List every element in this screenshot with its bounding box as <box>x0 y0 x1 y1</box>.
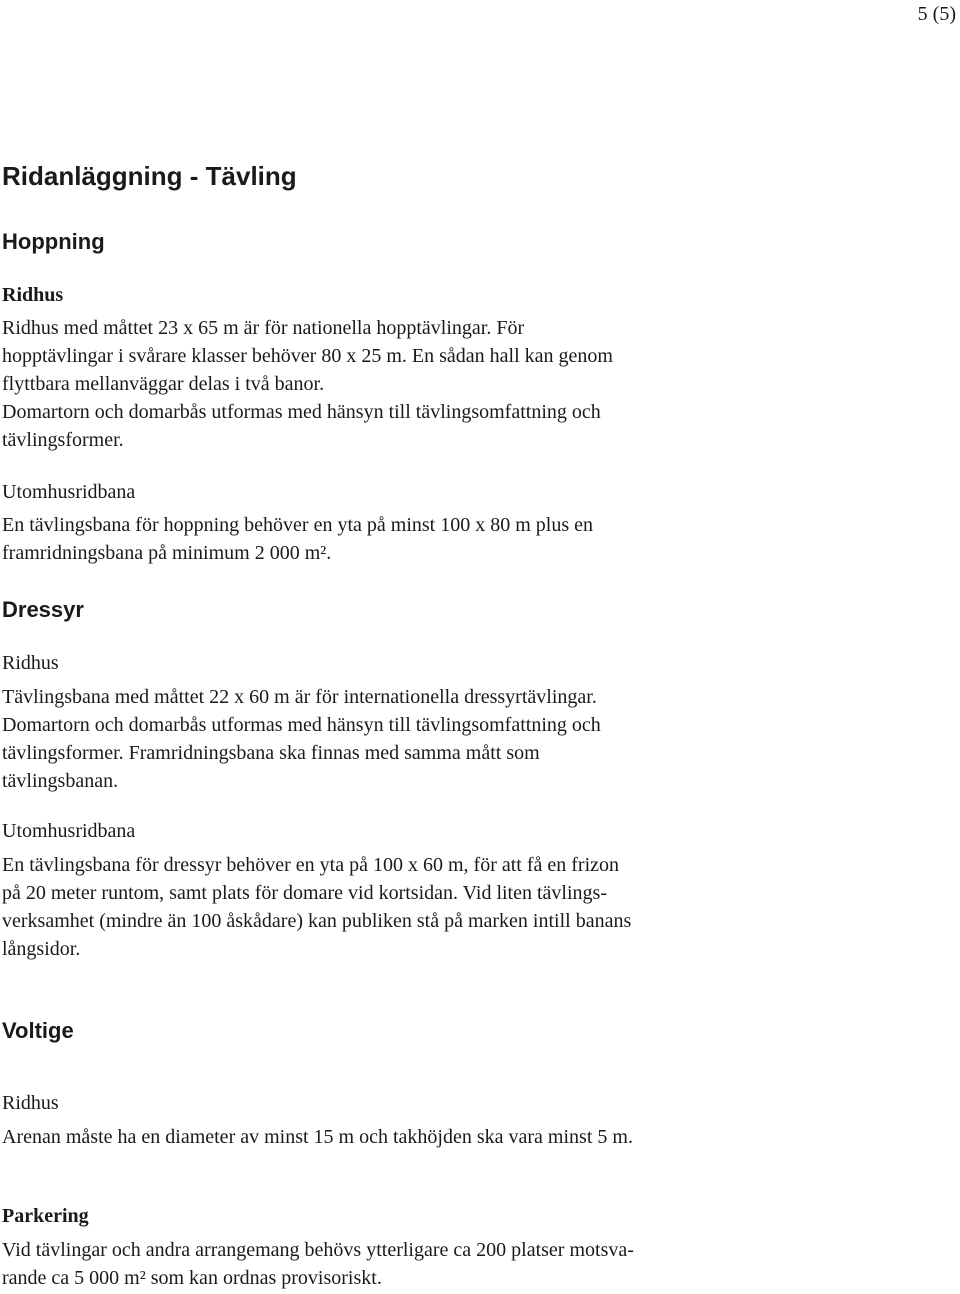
text-line: Domartorn och domarbås utformas med hänsyn till tävlingsomfattning och <box>2 401 601 423</box>
paragraph-parkering <box>2 1236 762 1292</box>
page-title: Ridanläggning - Tävling <box>2 161 297 191</box>
text-line: flyttbara mellanväggar delas i två banor. <box>2 373 325 395</box>
subheading-hoppning-utomhus: Utomhusridbana <box>2 481 136 503</box>
subheading-parkering: Parkering <box>2 1205 89 1227</box>
text-line: Ridhus med måttet 23 x 65 m är för nationella hopptävlingar. För <box>2 317 525 339</box>
text-line: tävlingsformer. <box>2 429 124 451</box>
paragraph-hoppning-utomhus <box>2 511 762 567</box>
paragraph-dressyr-utomhus <box>2 851 762 963</box>
section-heading-hoppning: Hoppning <box>2 229 105 254</box>
text-line: En tävlingsbana för dressyr behöver en yta på 100 x 60 m, för att få en frizon <box>2 854 620 876</box>
subheading-dressyr-utomhus: Utomhusridbana <box>2 820 136 842</box>
text-line: hopptävlingar i svårare klasser behöver 80 x 25 m. En sådan hall kan genom <box>2 345 613 367</box>
section-heading-dressyr: Dressyr <box>2 597 84 622</box>
text-line: framridningsbana på minimum 2 000 m². <box>2 542 332 564</box>
subheading-voltige-ridhus: Ridhus <box>2 1092 59 1114</box>
text-line: på 20 meter runtom, samt plats för domare vid kortsidan. Vid liten tävlings- <box>2 882 607 904</box>
text-line: En tävlingsbana för hoppning behöver en yta på minst 100 x 80 m plus en <box>2 514 594 536</box>
paragraph-voltige-ridhus <box>2 1123 762 1151</box>
paragraph-dressyr-ridhus <box>2 683 762 795</box>
section-heading-voltige: Voltige <box>2 1018 74 1043</box>
text-line: tävlingsformer. Framridningsbana ska finnas med samma mått som <box>2 742 540 764</box>
text-line: verksamhet (mindre än 100 åskådare) kan publiken stå på marken intill banans <box>2 910 632 932</box>
text-line: långsidor. <box>2 938 81 960</box>
text-line: Vid tävlingar och andra arrangemang behövs ytterligare ca 200 platser motsva- <box>2 1239 634 1261</box>
text-line: Arenan måste ha en diameter av minst 15 m och takhöjden ska vara minst 5 m. <box>2 1126 633 1148</box>
text-line: rande ca 5 000 m² som kan ordnas provisoriskt. <box>2 1267 382 1289</box>
text-line: Domartorn och domarbås utformas med hänsyn till tävlingsomfattning och <box>2 714 601 736</box>
text-line: Tävlingsbana med måttet 22 x 60 m är för internationella dressyrtävlingar. <box>2 686 597 708</box>
page-number: 5 (5) <box>917 3 956 25</box>
paragraph-hoppning-ridhus <box>2 314 762 454</box>
subheading-dressyr-ridhus: Ridhus <box>2 652 59 674</box>
text-line: tävlingsbanan. <box>2 770 119 792</box>
subheading-hoppning-ridhus: Ridhus <box>2 284 64 306</box>
